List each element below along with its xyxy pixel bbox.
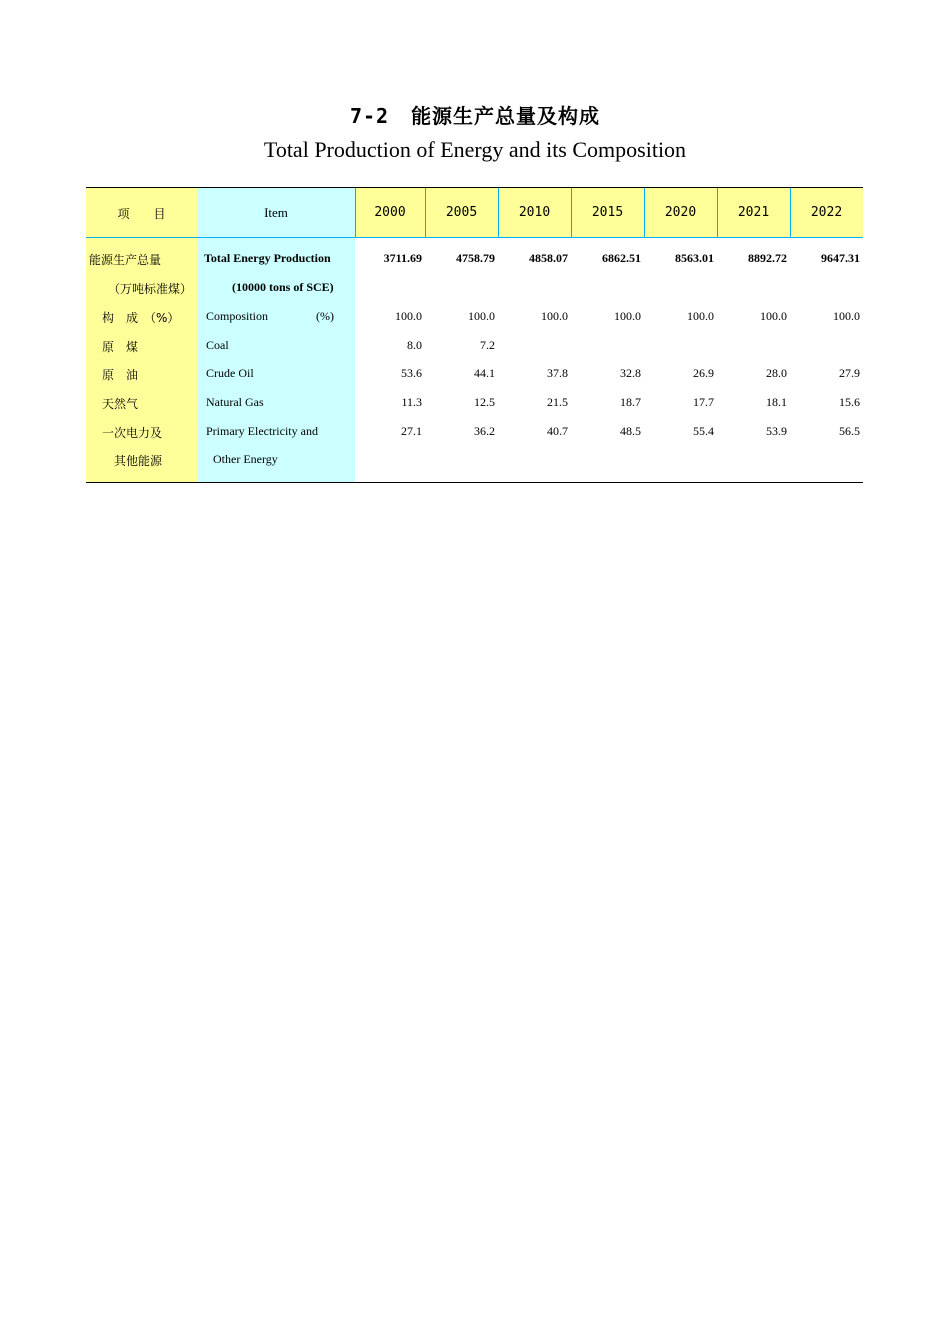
value-cell: 100.0	[614, 309, 641, 323]
row-label-cn: 其他能源	[114, 454, 163, 468]
year-header: 2022	[810, 205, 843, 220]
header-item-cn: 项 目	[117, 207, 166, 221]
row-label-en: Primary Electricity and	[206, 424, 318, 438]
value-cell: 8.0	[407, 338, 422, 352]
value-cell: 27.1	[401, 424, 422, 438]
table-row	[86, 366, 863, 386]
header-item-en: Item	[264, 205, 288, 220]
table-number: 7-2	[349, 104, 390, 128]
value-cell: 100.0	[760, 309, 787, 323]
table-row	[86, 395, 863, 415]
table-title-en: Total Production of Energy and its Composition	[263, 137, 687, 162]
value-cell: 27.9	[839, 366, 860, 380]
value-cell: 53.9	[766, 424, 787, 438]
value-cell: 8892.72	[748, 251, 787, 265]
row-label-en: Natural Gas	[206, 395, 264, 409]
table-row	[86, 424, 863, 444]
value-cell: 3711.69	[383, 251, 422, 265]
value-cell: 8563.01	[675, 251, 714, 265]
value-cell: 18.1	[766, 395, 787, 409]
row-label-cn: 一次电力及	[102, 426, 163, 440]
table-header	[86, 188, 863, 237]
value-cell: 28.0	[766, 366, 787, 380]
row-label-cn: （万吨标准煤）	[108, 282, 193, 296]
value-cell: 21.5	[547, 395, 568, 409]
row-label-en: Coal	[206, 338, 229, 352]
table-row	[86, 452, 863, 472]
value-cell: 4858.07	[529, 251, 568, 265]
row-label-en: Other Energy	[213, 452, 278, 466]
year-header: 2010	[518, 205, 551, 220]
row-label-cn: 天然气	[102, 397, 139, 411]
value-cell: 15.6	[839, 395, 860, 409]
value-cell: 6862.51	[602, 251, 641, 265]
table-row	[86, 309, 863, 329]
value-cell: 11.3	[401, 395, 422, 409]
value-cell: 55.4	[693, 424, 714, 438]
table-row	[86, 280, 863, 300]
value-cell: 40.7	[547, 424, 568, 438]
year-header: 2020	[664, 205, 697, 220]
value-cell: 7.2	[480, 338, 495, 352]
table-row	[86, 338, 863, 358]
unit-label: (%)	[316, 309, 334, 323]
value-cell: 32.8	[620, 366, 641, 380]
value-cell: 100.0	[833, 309, 860, 323]
header-rule	[86, 237, 863, 238]
row-label-cn: 构 成 （%）	[102, 311, 180, 325]
value-cell: 100.0	[468, 309, 495, 323]
value-cell: 17.7	[693, 395, 714, 409]
row-label-cn: 原 油	[102, 368, 139, 382]
value-cell: 48.5	[620, 424, 641, 438]
value-cell: 100.0	[541, 309, 568, 323]
energy-table	[86, 187, 863, 483]
row-label-en: (10000 tons of SCE)	[232, 280, 334, 294]
value-cell: 12.5	[474, 395, 495, 409]
value-cell: 26.9	[693, 366, 714, 380]
row-label-cn: 原 煤	[102, 340, 139, 354]
year-header: 2000	[374, 205, 406, 220]
value-cell: 56.5	[839, 424, 860, 438]
year-header: 2021	[737, 205, 770, 220]
year-header: 2005	[445, 205, 478, 220]
value-cell: 100.0	[687, 309, 714, 323]
table-row	[86, 251, 863, 271]
row-label-en: Total Energy Production	[204, 251, 331, 265]
value-cell: 53.6	[401, 366, 422, 380]
row-label-en: Crude Oil	[206, 366, 254, 380]
value-cell: 4758.79	[456, 251, 495, 265]
value-cell: 36.2	[474, 424, 495, 438]
year-header: 2015	[591, 205, 624, 220]
value-cell: 100.0	[395, 309, 422, 323]
row-label-en: Composition	[206, 309, 269, 323]
value-cell: 44.1	[474, 366, 495, 380]
table-title-cn-text: 能源生产总量及构成	[411, 104, 601, 128]
value-cell: 9647.31	[821, 251, 860, 265]
value-cell: 37.8	[547, 366, 568, 380]
row-label-cn: 能源生产总量	[89, 253, 162, 267]
value-cell: 18.7	[620, 395, 641, 409]
table-title-cn	[0, 100, 950, 129]
